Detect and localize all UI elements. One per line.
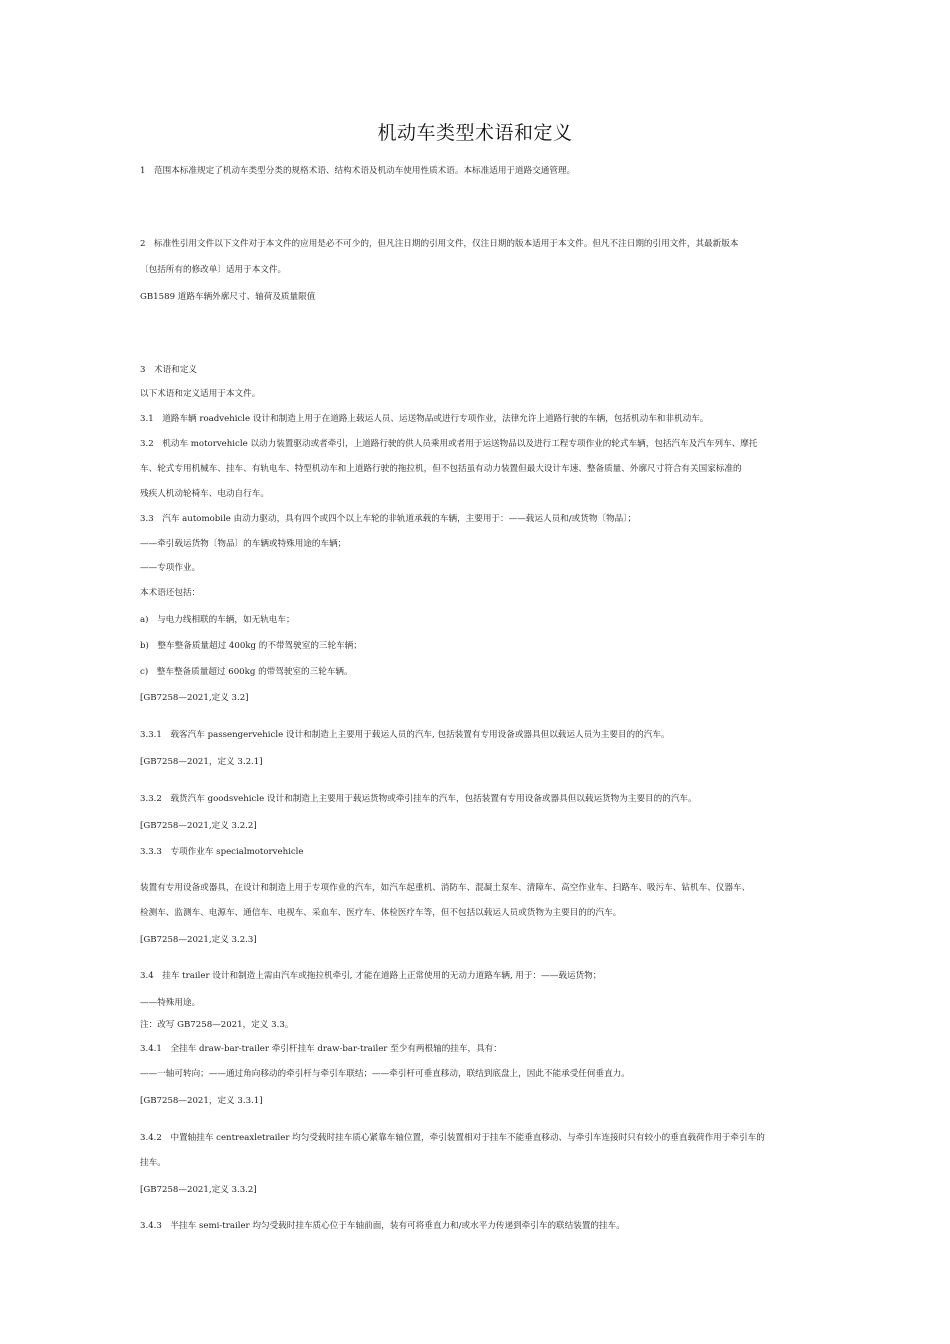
source-ref-3-2-1: [GB7258—2021，定义 3.2.1] xyxy=(140,757,263,767)
definition-3-4-1: 3.4.1 全挂车 draw-bar-trailer 牵引杆挂车 draw-bar-trailer 至少有两根轴的挂车，具有： xyxy=(140,1044,502,1054)
list-item-a: a) 与电力线相联的车辆，如无轨电车； xyxy=(140,615,295,625)
source-ref-3-3-2: [GB7258—2021,定义 3.3.2] xyxy=(140,1185,257,1195)
definition-3-2-line-2: 车、轮式专用机械车、挂车、有轨电车、特型机动车和上道路行驶的拖拉机，但不包括虽有动力装置但最大设计车速、整备质量、外廓尺寸符合有关国家标准的 xyxy=(140,464,742,474)
definition-3-3-3-heading: 3.3.3 专项作业车 specialmotorvehicle xyxy=(140,847,304,857)
section-3-intro: 以下术语和定义适用于本文件。 xyxy=(140,389,261,399)
definition-3-1: 3.1 道路车辆 roadvehicle 设计和制造上用于在道路上载运人员、运送物品或进行专项作业，法律允许上道路行驶的车辆，包括机动车和非机动车。 xyxy=(140,414,709,424)
definition-3-2-line-3: 残疾人机动轮椅车、电动自行车。 xyxy=(140,489,269,499)
source-ref-3-2-3: [GB7258—2021,定义 3.2.3] xyxy=(140,935,257,945)
definition-3-4-1-items: ——一轴可转向；——通过角向移动的牵引杆与牵引车联结；——牵引杆可垂直移动，联结到底盘上，因此不能承受任何垂直力。 xyxy=(140,1069,630,1079)
list-item-b: b) 整车整备质量超过 400kg 的不带驾驶室的三轮车辆； xyxy=(140,641,362,651)
definition-3-4: 3.4 挂车 trailer 设计和制造上需由汽车或拖拉机牵引, 才能在道路上正常使用的无动力道路车辆, 用于：——载运货物； xyxy=(140,971,602,981)
definition-3-4-item-2: ——特殊用途。 xyxy=(140,998,201,1008)
definition-3-2-line-1: 3.2 机动车 motorvehicle 以动力装置驱动或者牵引，上道路行驶的供人员乘用或者用于运送物品以及进行工程专项作业的轮式车辆，包括汽车及汽车列车、摩托 xyxy=(140,439,758,449)
note-3-4: 注：改写 GB7258—2021，定义 3.3。 xyxy=(140,1020,294,1030)
definition-3-4-2-line-1: 3.4.2 中置轴挂车 centreaxletrailer 均匀受载时挂车质心紧靠车轴位置，牵引装置相对于挂车不能垂直移动、与牵引车连接时只有较小的垂直载荷作用于牵引车的 xyxy=(140,1133,765,1143)
definition-3-3-2: 3.3.2 载货汽车 goodsvehicle 设计和制造上主要用于载运货物或牵引挂车的汽车，包括装置有专用设备或器具但以载运货物为主要目的的汽车。 xyxy=(140,794,697,804)
definition-3-4-2-line-2: 挂车。 xyxy=(140,1158,166,1168)
definition-3-3-item-3: ——专项作业。 xyxy=(140,563,201,573)
section-2-references-line-2: 〔包括所有的修改单〕适用于本文件。 xyxy=(140,265,287,275)
section-1-scope: 1 范围本标准规定了机动车类型分类的规格术语、结构术语及机动车使用性质术语。本标准适用于道路交通管理。 xyxy=(140,166,576,176)
definition-3-3: 3.3 汽车 automobile 由动力驱动，具有四个或四个以上车轮的非轨道承载的车辆，主要用于：——载运人员和/或货物〔物品〕； xyxy=(140,514,637,524)
section-3-heading: 3 术语和定义 xyxy=(140,365,198,375)
definition-3-4-3: 3.4.3 半挂车 semi-trailer 均匀受载时挂车质心位于车轴前面，装有可将垂直力和/或水平力传递到牵引车的联结装置的挂车。 xyxy=(140,1221,625,1231)
source-ref-3-2-2: [GB7258—2021,定义 3.2.2] xyxy=(140,821,257,831)
definition-3-3-3-line-1: 装置有专用设备或器具，在设计和制造上用于专项作业的汽车，如汽车起重机、消防车、混凝土泵车、清障车、高空作业车、扫路车、吸污车、钻机车、仪器车、 xyxy=(140,883,751,893)
definition-3-3-3-line-2: 检测车、监测车、电源车、通信车、电视车、采血车、医疗车、体检医疗车等，但不包括以载运人员或货物为主要目的的汽车。 xyxy=(140,908,622,918)
definition-3-3-item-2: ——牵引载运货物〔物品〕的车辆或特殊用途的车辆； xyxy=(140,539,347,549)
source-ref-3-2: [GB7258—2021,定义 3.2] xyxy=(140,693,249,703)
section-2-references-line-1: 2 标准性引用文件以下文件对于本文件的应用是必不可少的，但凡注日期的引用文件，仅注日期的版本适用于本文件。但凡不注日期的引用文件，其最新版本 xyxy=(140,239,739,249)
document-title: 机动车类型术语和定义 xyxy=(377,122,573,144)
source-ref-3-3-1: [GB7258—2021，定义 3.3.1] xyxy=(140,1096,263,1106)
definition-3-3-also-includes: 本术语还包括： xyxy=(140,588,201,598)
reference-gb1589: GB1589 道路车辆外廓尺寸、轴荷及质量限值 xyxy=(140,292,316,302)
definition-3-3-1: 3.3.1 载客汽车 passengervehicle 设计和制造上主要用于载运人员的汽车, 包括装置有专用设备或器具但以载运人员为主要目的的汽车。 xyxy=(140,730,670,740)
list-item-c: c) 整车整备质量超过 600kg 的带驾驶室的三轮车辆。 xyxy=(140,667,353,677)
